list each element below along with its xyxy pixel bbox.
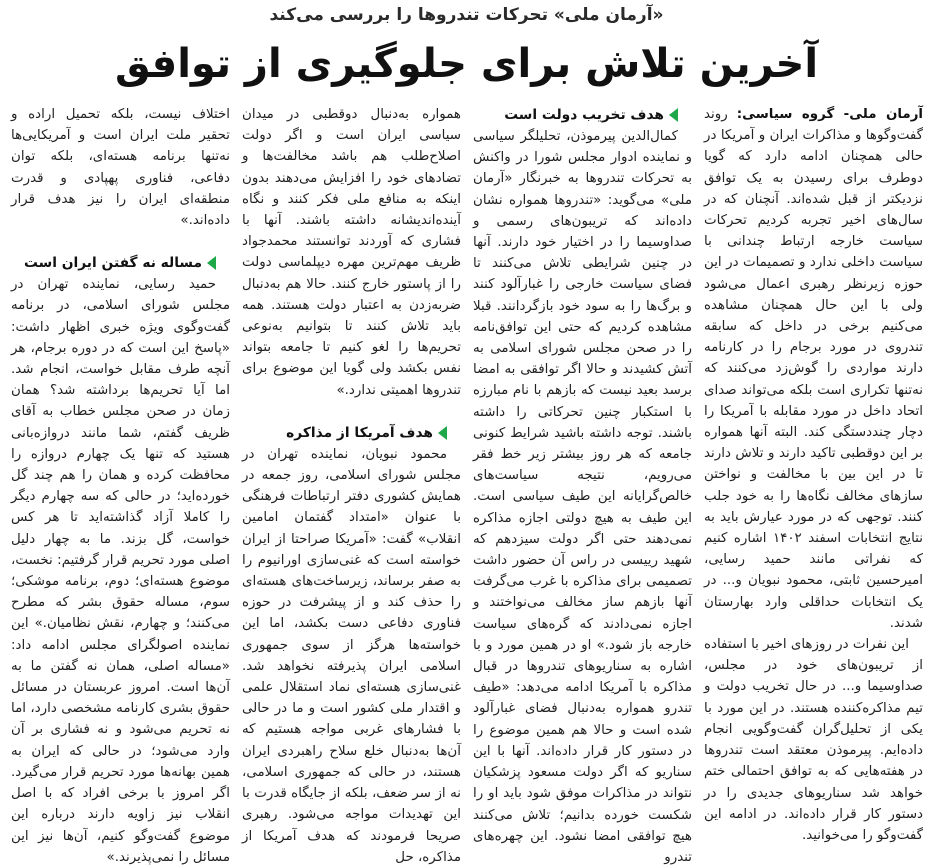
body-paragraph: حمید رسایی، نماینده تهران در مجلس شورای اسلامی، در برنامه گفت‌وگوی ویژه خبری اظهار داشت: «پاسخ این است که در دوره برجام، هر آنچه طرف مقابل خواست، انجام شد. اما آیا تحریم‌ها برداشته شد؟ همان زمان در صحن مجلس خطاب به آقای ظریف گفتم، شما مانند دروازه‌بانی هستید که تنها یک چهارم دروازه را محافظت کرده و همان را هم چند گل خورده‌اید؛ در حالی که سه چهارم دیگر را کاملا آزاد گذاشته‌اید تا هر کس خواست، گل بزند. ما به چهار دلیل اصلی مورد تحریم قرار گرفتیم: نخست، موضوع هسته‌ای؛ دوم، برنامه موشکی؛ سوم، مساله حقوق بشر که مطرح می‌کنند؛ و چهارم، نقش نظامیان.» این نماینده اصولگرای مجلس ادامه داد: «مساله اصلی، همان نه گفتن ما به آن‌ها است. امروز عربستان در مسائل حقوق بشری کارنامه مشخصی دارد، اما نه تحریم می‌شود و نه فشاری بر آن وارد می‌شود؛ در حالی که ایران به همین بهانه‌ها مورد تحریم قرار می‌گیرد. اگر امروز با برخی افراد که با اصل انقلاب نیز زاویه دارند درباره این موضوع گفت‌وگو کنیم، آن‌ها نیز این مسائل را نمی‌پذیرند.»: [11, 277, 230, 865]
triangle-bullet-icon: [438, 426, 447, 440]
article-column-3: [236, 104, 467, 865]
article-column-4: [5, 104, 236, 865]
body-paragraph: این نفرات در روزهای اخیر با استفاده از تریبون‌های خود در مجلس، صداوسیما و... در حال تخریب دولت و تیم مذاکره‌کننده هستند. در این مورد با یکی از تحلیل‌گران گفت‌وگویی انجام داده‌ایم. پیرموذن معتقد است تندروها در هفته‌هایی که به توافق احتمالی ختم خواهد شد سناریوهای جدیدی را در دستور کار قرار داده‌اند. در ادامه این گفت‌وگو را می‌خوانید.: [704, 637, 923, 843]
section-subhead: [242, 422, 461, 444]
article-column-1: [698, 104, 929, 843]
lead-text: روند گفت‌وگوها و مذاکرات ایران و آمریکا در حالی همچنان ادامه دارد که گویا دوطرف برای رسیدن به یک توافق نزدیکتر از قبل شده‌اند. آنچنان که در سال‌های اخیر تجربه کردیم تحرکات سیاست خارجه ارتباط چندانی با سیاست داخلی ندارد و تصمیمات در این حوزه زیرنظر رهبری اعمال می‌شود ولی با این حال همچنان مشاهده می‌کنیم برخی در داخل که سابقه تندروی در مورد برجام را در کارنامه دارند مواردی را گوش‌زد می‌کنند که نه‌تنها تکراری است بلکه می‌تواند صدای اتحاد داخل در مورد مقابله با آمریکا را دچار چنددستگی کند. البته آنها همواره بر این دوقطبی تاکید دارند و تلاش دارند تا در این بین با مخالفت و نواختن سازهای مخالف نگاه‌ها را به خود جلب کنند. توجهی که در مورد عیارش باید به نتایج انتخابات اسفند ۱۴۰۲ اشاره کنیم که نفراتی مانند حمید رسایی، امیرحسین ثابتی، محمود نبویان و... در یک انتخابات حداقلی وارد بهارستان شدند.: [704, 107, 923, 631]
section-subhead: [473, 104, 692, 126]
body-paragraph: محمود نبویان، نماینده تهران در مجلس شورای اسلامی، روز جمعه در همایش کشوری دفتر ارتباطات فرهنگی با عنوان «امتداد گفتمان امامین انقلاب» گفت: «آمریکا صراحتا از ایران خواسته است که غنی‌سازی اورانیوم را به صفر برساند، زیرساخت‌های هسته‌ای را حذف کند و از پیشرفت در حوزه فناوری دفاعی دست بکشد، اما این خواسته‌ها هرگز از سوی جمهوری اسلامی ایران پذیرفته نخواهد شد. غنی‌سازی هسته‌ای نماد استقلال علمی و اقتدار ملی کشور است و ما در حالی با فشارهای غربی مواجه هستیم که آن‌ها به‌دنبال خلع سلاح راهبردی ایران هستند، در حالی که جمهوری اسلامی، نه از سر ضعف، بلکه از جایگاه قدرت با این تهدیدات مواجه می‌شود. رهبری صریحا فرمودند که هدف آمریکا از مذاکره، حل: [242, 446, 461, 865]
body-paragraph-continued: اختلاف نیست، بلکه تحمیل اراده و تحقیر ملت ایران است و آمریکایی‌ها نه‌تنها برنامه هسته‌ای، بلکه توان دفاعی، فناوری پهپادی و قدرت منطقه‌ای ایران را نیز هدف قرار داده‌اند.»: [11, 107, 230, 229]
subhead-text: مساله نه گفتن ایران است: [24, 255, 202, 272]
body-paragraph: کمال‌الدین پیرموذن، تحلیلگر سیاسی و نماینده ادوار مجلس شورا در واکنش به تحرکات تندروها به خبرنگار «آرمان ملی» می‌گوید: «تندروها همواره نشان داده‌اند که تریبون‌های رسمی و صداوسیما را در اختیار خود دارند. آنها در چنین شرایطی تلاش می‌کنند تا فضای سیاست خارجی را غبارآلود کنند و برگ‌ها را به سود خود بازگردانند. قبلا مشاهده کردیم که حتی این توافق‌نامه را در صحن مجلس شورای اسلامی به آتش کشیدند و حالا اگر توافقی به امضا برسد بعید نیست که بازهم با نام مبارزه با استکبار چنین تحرکاتی را داشته باشند. توجه داشته باشید شرایط کنونی جامعه که هر روز بیشتر زیر خط فقر می‌رویم، نتیجه سیاست‌های خالص‌گرایانه این طیف سیاسی است. این طیف به هیچ دولتی اجازه مذاکره نمی‌دهند حتی اگر دولت سیزدهم که شهید رییسی در راس آن حضور داشت تصمیمی برای مذاکره با غرب می‌گرفت آنها بازهم ساز مخالف می‌نواختند و اجازه نمی‌دادند که گره‌های سیاست خارجه باز شود.» او در همین مورد و با اشاره به سناریوهای تندروها در قبال مذاکره با آمریکا ادامه می‌دهد: «طیف تندرو همواره به‌دنبال فضای غبارآلود شده است و حالا هم همین موضوع را در دستور کار قرار داده‌اند. آنها با این سناریو که اگر دولت مسعود پزشکیان نتواند در مذاکرات موفق شود باید او را شکست خورده بدانیم؛ تلاش می‌کنند هیچ توافقی امضا نشود. این چهره‌های تندرو: [473, 129, 692, 865]
triangle-bullet-icon: [669, 108, 678, 122]
subhead-text: هدف تخریب دولت است: [504, 107, 664, 123]
lead-paragraph: [704, 104, 923, 634]
byline: آرمان ملی- گروه سیاسی:: [736, 107, 923, 122]
article-headline: آخرین تلاش برای جلوگیری از توافق: [114, 41, 819, 87]
section-subhead: [11, 252, 230, 274]
triangle-bullet-icon: [207, 256, 216, 270]
article-supertitle: «آرمان ملی» تحرکات تندروها را بررسی می‌کند: [269, 5, 664, 25]
article-columns: [4, 104, 929, 865]
article-column-2: [467, 104, 698, 865]
body-paragraph-continued: همواره به‌دنبال دوقطبی در میدان سیاسی ایران است و اگر دولت اصلاح‌طلب هم باشد مخالفت‌ها و تضادهای خود را افزایش می‌دهند بدون اینکه به منافع ملی فکر کنند و نگاه آینده‌اندیشانه داشته باشند. آنها با فشاری که آوردند توانستند محمدجواد ظریف مهم‌ترین مهره دیپلماسی دولت را از پاستور خارج کنند. حالا هم به‌دنبال ضربه‌زدن به اعتبار دولت هستند. همه باید تلاش کنند تا بتوانیم به‌نوعی تحریم‌ها را لغو کنیم تا جامعه بتواند نفس بکشد ولی گویا این موضوع برای تندروها اهمیتی ندارد.»: [242, 107, 461, 398]
subhead-text: هدف آمریکا از مذاکره: [286, 424, 433, 441]
